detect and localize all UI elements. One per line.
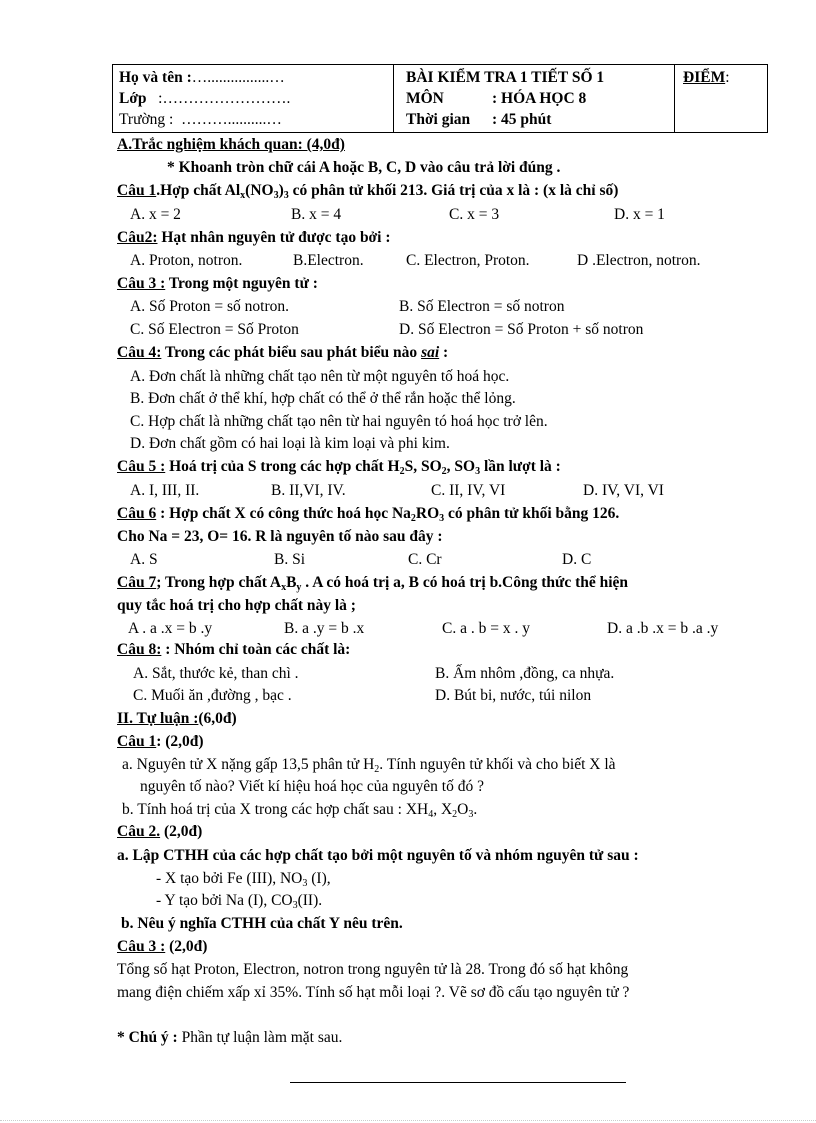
q5-option-c: C. II, IV, VI (431, 482, 506, 499)
school-dots: ………..........… (181, 111, 282, 128)
q2-option-b: B.Electron. (293, 252, 364, 269)
q4-option-b: B. Đơn chất ở thể khí, hợp chất có thể ở thể rắn hoặc thể lỏng. (130, 390, 516, 407)
e2-y1-end: (II). (297, 892, 323, 909)
q5-text-3: , SO (446, 458, 476, 475)
e3-label: Câu 3 : (117, 938, 166, 955)
score-label: ĐIỂM (683, 69, 726, 86)
e1-b1-sub-1: 4 (428, 809, 434, 820)
e1-b1-end: . (473, 801, 478, 818)
q4-emph: sai (421, 344, 440, 361)
q7-option-c: C. a . b = x . y (442, 620, 530, 637)
e2-x1: - X tạo bởi Fe (III), NO (156, 870, 303, 887)
q2-option-c: C. Electron, Proton. (406, 252, 530, 269)
q5-text-4: lần lượt là : (480, 458, 561, 475)
e2-y1-sub: 3 (292, 900, 298, 911)
e1-a1-sub: 2 (374, 764, 380, 775)
q5-sub-2: 2 (441, 466, 447, 477)
q4-end: : (439, 344, 449, 361)
footer-divider (290, 1082, 626, 1083)
q1-text-4: có phân tử khối 213. Giá trị của x là : (x là chỉ số) (288, 182, 619, 199)
q3-option-a: A. Số Proton = số notron. (130, 298, 290, 315)
e1-b1-o: O (457, 801, 469, 818)
section-b-label: II. Tự luận : (117, 710, 199, 727)
q4-option-c: C. Hợp chất là những chất tạo nên từ hai nguyên tó hoá học trở lên. (130, 413, 548, 430)
subject-label: MÔN (406, 90, 444, 107)
e1-b1-mid: , X (433, 801, 453, 818)
q6-option-d: D. C (562, 551, 592, 568)
note-text: Phần tự luận làm mặt sau. (177, 1029, 343, 1046)
q1-option-c: C. x = 3 (449, 206, 500, 223)
school-label: Trường : (119, 111, 174, 128)
e2-y-line (156, 891, 322, 911)
exam-title: BÀI KIỂM TRA 1 TIẾT SỐ 1 (406, 69, 605, 86)
q6-label: Câu 6 (117, 505, 157, 522)
q5-text-1: Hoá trị của S trong các hợp chất H (165, 458, 400, 475)
section-a-instruction: * Khoanh tròn chữ cái A hoặc B, C, D vào câu trả lời đúng . (167, 159, 561, 176)
q7-option-b: B. a .y = b .x (284, 620, 365, 637)
e1-part-a-line-2: nguyên tố nào? Viết kí hiệu hoá học của nguyên tố đó ? (140, 778, 484, 795)
section-a-title: A.Trắc nghiệm khách quan: (4,0đ) (117, 136, 345, 153)
q8-option-a: A. Sắt, thước kẻ, than chì . (133, 665, 299, 682)
q4-label: Câu 4: (117, 344, 162, 361)
student-info-cell (113, 65, 394, 133)
q5-sub-3: 3 (475, 466, 481, 477)
section-b-title (117, 709, 237, 729)
q5-label: Câu 5 : (117, 458, 166, 475)
q6-text-2: RO (415, 505, 440, 522)
q5-option-b: B. II,VI, IV. (271, 482, 346, 499)
q7-label: Câu 7 (117, 574, 157, 591)
e1-part-a-line-1 (122, 755, 616, 775)
q4-text: Trong các phát biểu sau phát biểu nào (161, 344, 422, 361)
e3-line-1: Tổng số hạt Proton, Electron, notron trong nguyên tử là 28. Trong đó số hạt không (117, 961, 629, 978)
score-cell (675, 65, 768, 133)
q6-option-b: B. Si (274, 551, 306, 568)
q2-option-a: A. Proton, notron. (130, 252, 243, 269)
q7-option-a: A . a .x = b .y (128, 620, 213, 637)
e2-y1: - Y tạo bởi Na (I), CO (156, 892, 293, 909)
q1-text-2: (NO (245, 182, 274, 199)
q2-text: Hạt nhân nguyên tử được tạo bởi : (157, 229, 391, 246)
essay-3 (117, 937, 207, 957)
q3-option-b: B. Số Electron = số notron (399, 298, 565, 315)
q8-option-b: B. Ấm nhôm ,đồng, ca nhựa. (435, 665, 615, 682)
q3-option-d: D. Số Electron = Số Proton + số notron (399, 321, 644, 338)
q4-option-d: D. Đơn chất gồm có hai loại là kim loại và phi kim. (130, 435, 450, 452)
q8-text: : Nhóm chỉ toàn các chất là: (161, 641, 351, 658)
q8-option-c: C. Muối ăn ,đường , bạc . (133, 687, 292, 704)
note-label: * Chú ý : (117, 1029, 178, 1046)
e1-points: : (2,0đ) (156, 733, 204, 750)
exam-header-table (112, 64, 768, 133)
q7-text-2: B (286, 574, 297, 591)
question-4 (117, 343, 448, 363)
e1-a1: a. Nguyên tử X nặng gấp 13,5 phân tử H (122, 756, 375, 773)
e1-label: Câu 1 (117, 733, 157, 750)
q6-line-2: Cho Na = 23, O= 16. R là nguyên tố nào sau đây : (117, 528, 443, 545)
q1-label: Câu 1 (117, 182, 157, 199)
q7-sub-1: x (281, 582, 287, 593)
q5-text-2: S, SO (404, 458, 442, 475)
q4-option-a: A. Đơn chất là những chất tạo nên từ một nguyên tố hoá học. (130, 368, 510, 385)
section-b-points: (6,0đ) (198, 710, 237, 727)
q6-option-a: A. S (130, 551, 158, 568)
q3-option-c: C. Số Electron = Số Proton (130, 321, 299, 338)
q5-option-a: A. I, III, II. (130, 482, 200, 499)
question-6 (117, 504, 619, 524)
e3-points: (2,0đ) (165, 938, 208, 955)
e2-label: Câu 2. (117, 823, 161, 840)
e2-part-a: a. Lập CTHH của các hợp chất tạo bởi một nguyên tố và nhóm nguyên tử sau : (117, 847, 639, 864)
e2-x-line (156, 869, 331, 889)
name-dots: …................… (191, 69, 285, 86)
score-colon: : (725, 69, 730, 86)
e1-b1-sub-3: 3 (468, 809, 474, 820)
q5-option-d: D. IV, VI, VI (583, 482, 664, 499)
e2-part-b: b. Nêu ý nghĩa CTHH của chất Y nêu trên. (121, 915, 403, 932)
e2-points: (2,0đ) (160, 823, 203, 840)
q1-sub-2: 3 (273, 190, 279, 201)
q1-option-b: B. x = 4 (291, 206, 342, 223)
question-2 (117, 228, 390, 248)
q7-sub-2: y (296, 582, 302, 593)
e2-x1-end: (I), (307, 870, 331, 887)
question-8 (117, 640, 350, 660)
q7-line-2: quy tắc hoá trị cho hợp chất này là ; (117, 597, 356, 614)
q1-sub-3: 3 (283, 190, 289, 201)
essay-2 (117, 822, 202, 842)
e2-x1-sub: 3 (302, 878, 308, 889)
q3-text: Trong một nguyên tử : (165, 275, 318, 292)
q6-sub-2: 3 (439, 513, 445, 524)
q3-label: Câu 3 : (117, 275, 166, 292)
q6-text-3: có phân tử khối bằng 126. (444, 505, 620, 522)
q1-text-3: ) (278, 182, 284, 199)
subject-value: : HÓA HỌC 8 (492, 90, 587, 107)
q6-option-c: C. Cr (408, 551, 442, 568)
e1-b1-sub-2: 2 (452, 809, 458, 820)
class-dots: :……………………. (158, 90, 291, 107)
question-3 (117, 274, 318, 294)
q1-text-1: .Hợp chất Al (156, 182, 241, 199)
q8-label: Câu 8: (117, 641, 162, 658)
q6-sub-1: 2 (410, 513, 416, 524)
q7-text-1: ; Trong hợp chất A (156, 574, 282, 591)
e1-b1: b. Tính hoá trị của X trong các hợp chất sau : XH (122, 801, 429, 818)
page-bottom-edge (0, 1120, 816, 1121)
q6-text-1: : Hợp chất X có công thức hoá học Na (156, 505, 411, 522)
class-label: Lớp (119, 90, 147, 107)
e1-a1-end: . Tính nguyên tử khối và cho biết X là (379, 756, 616, 773)
q1-sub-1: x (240, 190, 246, 201)
time-value: : 45 phút (492, 111, 552, 128)
q2-option-d: D .Electron, notron. (577, 252, 701, 269)
note (117, 1028, 342, 1048)
q2-label: Câu2: (117, 229, 158, 246)
time-label: Thời gian (406, 111, 471, 128)
question-1 (117, 181, 618, 201)
q7-option-d: D. a .b .x = b .a .y (607, 620, 719, 637)
q8-option-d: D. Bút bi, nước, túi nilon (435, 687, 592, 704)
essay-1 (117, 732, 204, 752)
question-7 (117, 573, 628, 593)
q7-text-3: . A có hoá trị a, B có hoá trị b.Công thức thể hiện (301, 574, 629, 591)
question-5 (117, 457, 561, 477)
e3-line-2: mang điện chiếm xấp xỉ 35%. Tính số hạt mỗi loại ?. Vẽ sơ đồ cấu tạo nguyên tử ? (117, 984, 630, 1001)
e1-part-b (122, 800, 477, 820)
exam-info-cell (394, 65, 675, 133)
q1-option-d: D. x = 1 (614, 206, 665, 223)
name-label: Họ và tên : (119, 69, 192, 86)
q5-sub-1: 2 (399, 466, 405, 477)
q1-option-a: A. x = 2 (130, 206, 181, 223)
